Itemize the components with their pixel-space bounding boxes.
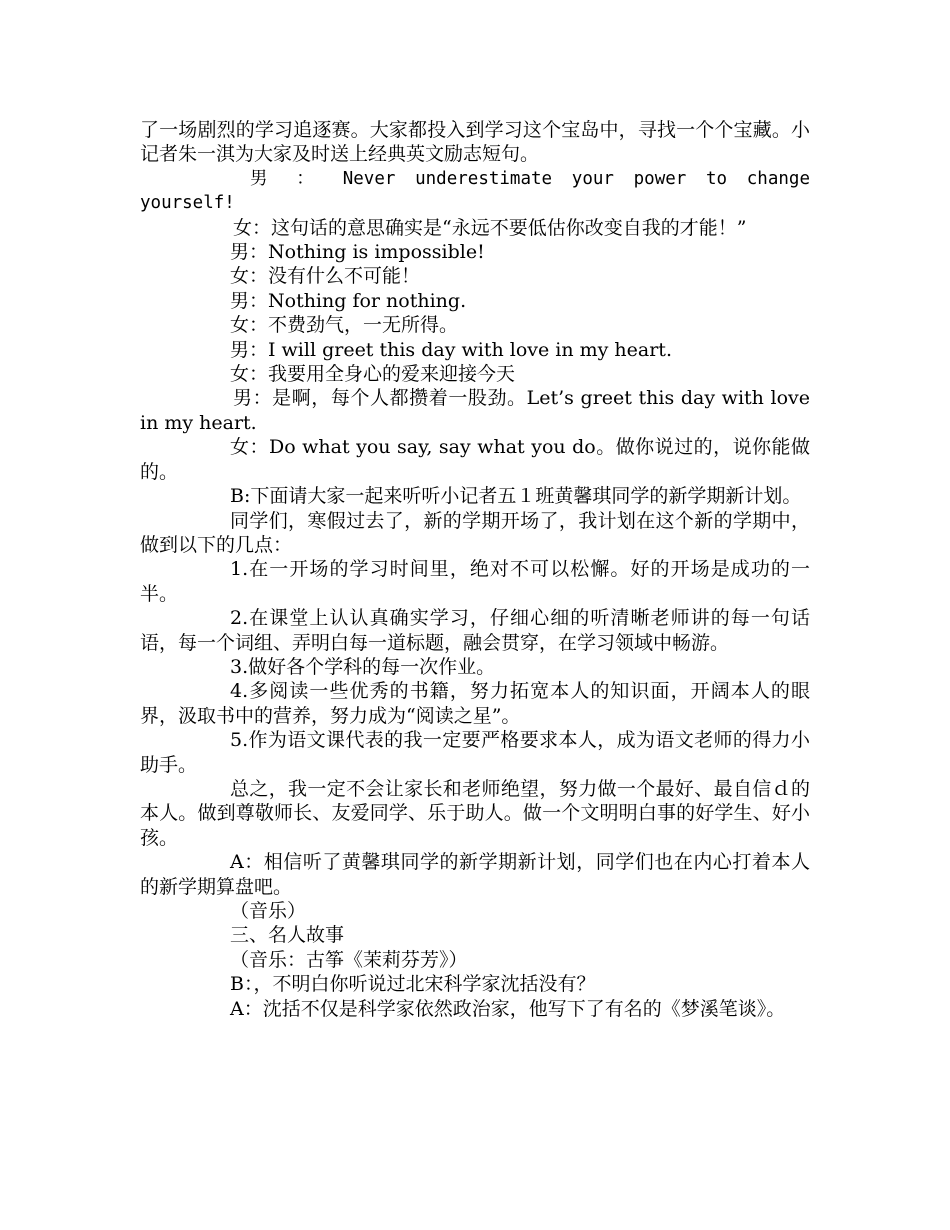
paragraph-plan-intro: 同学们，寒假过去了，新的学期开场了，我计划在这个新的学期中，做到以下的几点： bbox=[140, 509, 810, 556]
plan-item-5: 5.作为语文课代表的我一定要严格要求本人，成为语文老师的得力小助手。 bbox=[140, 729, 810, 776]
plan-item-4: 4.多阅读一些优秀的书籍，努力拓宽本人的知识面，开阔本人的眼界，汲取书中的营养，努力成为“阅读之星”。 bbox=[140, 680, 810, 727]
paragraph-girl-translation-2: 女：没有什么不可能！ bbox=[230, 265, 421, 288]
paragraph-boy-quote-3: 男：Nothing for nothing. bbox=[230, 289, 467, 312]
paragraph-boy-reply: 男：是啊，每个人都攒着一股劲。Let’s greet this day with love in my heart. bbox=[140, 387, 810, 434]
paragraph-host-a-comment: A：相信听了黄馨琪同学的新学期新计划，同学们也在内心打着本人的新学期算盘吧。 bbox=[140, 851, 810, 898]
paragraph-girl-translation-1: 女：这句话的意思确实是“永远不要低估你改变自我的才能！” bbox=[233, 216, 747, 239]
paragraph-host-b-question: B：，不明白你听说过北宋科学家沈括没有？ bbox=[230, 973, 596, 996]
paragraph-opening: 了一场剧烈的学习追逐赛。大家都投入到学习这个宝岛中，寻找一个个宝藏。小记者朱一淇为大家及时送上经典英文励志短句。 bbox=[140, 119, 810, 166]
paragraph-host-a-answer: A：沈括不仅是科学家依然政治家，他写下了有名的《梦溪笔谈》。 bbox=[230, 997, 786, 1020]
paragraph-boy-quote-4: 男：I will greet this day with love in my heart. bbox=[230, 338, 672, 361]
stage-direction-music: （音乐） bbox=[230, 900, 307, 922]
paragraph-host-b-intro: B:下面请大家一起来听听小记者五１班黄馨琪同学的新学期新计划。 bbox=[230, 485, 802, 508]
paragraph-summary: 总之，我一定不会让家长和老师绝望，努力做一个最好、最自信ｄ的本人。做到尊敬师长、友爱同学、乐于助人。做一个文明明白事的好学生、好小孩。 bbox=[140, 777, 810, 849]
document-body bbox=[140, 118, 810, 1021]
plan-item-1: 1.在一开场的学习时间里，绝对不可以松懈。好的开场是成功的一半。 bbox=[140, 558, 810, 605]
stage-direction-guzheng: （音乐：古筝《茉莉芬芳》） bbox=[230, 948, 468, 971]
paragraph-girl-translation-4: 女：我要用全身心的爱来迎接今天 bbox=[230, 363, 516, 386]
paragraph-girl-translation-3: 女：不费劲气，一无所得。 bbox=[230, 314, 459, 337]
paragraph-boy-quote-2: 男：Nothing is impossible! bbox=[230, 241, 485, 264]
plan-item-2: 2.在课堂上认认真确实学习，仔细心细的听清晰老师讲的每一句话语，每一个词组、弄明白每一道标题，融会贯穿，在学习领域中畅游。 bbox=[140, 607, 810, 654]
plan-item-3: 3.做好各个学科的每一次作业。 bbox=[230, 655, 496, 678]
paragraph-boy-quote-1: 男 ： Never underestimate your power to change yourself! bbox=[140, 168, 810, 214]
section-heading-famous-stories: 三、名人故事 bbox=[230, 924, 345, 947]
paragraph-girl-reply: 女：Do what you say, say what you do。做你说过的，说你能做的。 bbox=[140, 436, 810, 483]
